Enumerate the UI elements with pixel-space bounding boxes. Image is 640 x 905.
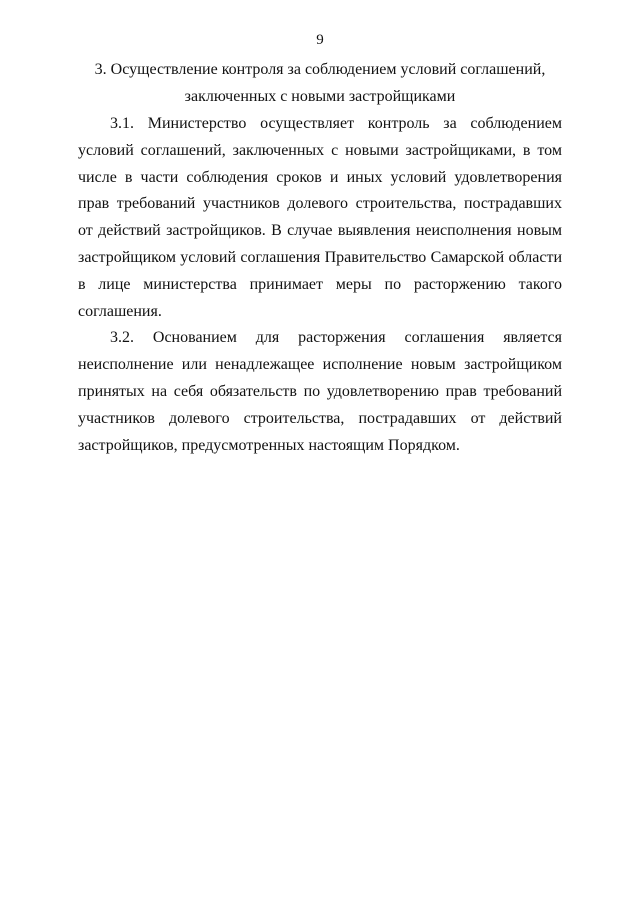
section-heading — [78, 56, 562, 110]
paragraph-3-2: 3.2. Основанием для расторжения соглашения является неисполнение или ненадлежащее исполнение новым застройщиком принятых на себя обязательств по удовлетворению прав требований участников долевого строительства, пострадавших от действий застройщиков, предусмотренных настоящим Порядком. — [78, 329, 562, 454]
page-number: 9 — [316, 32, 324, 48]
document-body — [78, 111, 562, 459]
section-heading-line-1: 3. Осуществление контроля за соблюдением условий соглашений, — [94, 61, 546, 78]
section-heading-line-2: заключенных с новыми застройщиками — [184, 88, 456, 105]
paragraph-3-1: 3.1. Министерство осуществляет контроль за соблюдением условий соглашений, заключенных с новыми застройщиками, в том числе в части соблюдения сроков и иных условий удовлетворения прав требований участников долевого строительства, пострадавших от действий застройщиков. В случае выявления неисполнения новым застройщиком условий соглашения Правительство Самарской области в лице министерства принимает меры по расторжению такого соглашения. — [78, 115, 562, 320]
